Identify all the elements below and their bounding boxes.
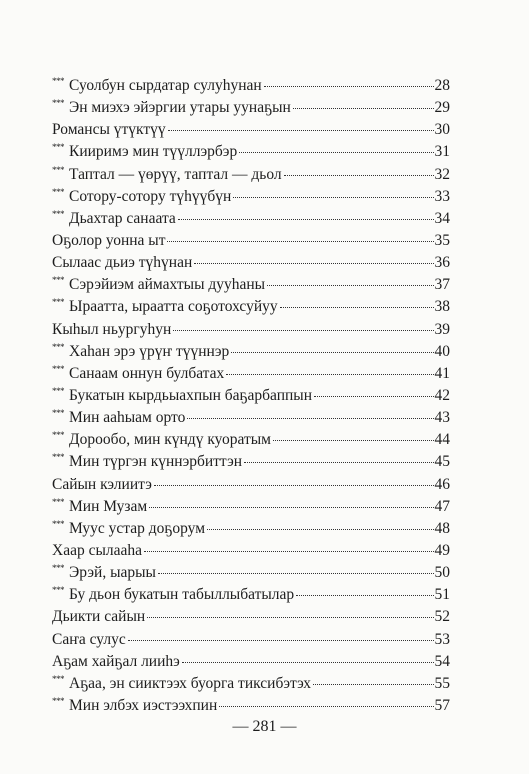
table-of-contents — [52, 75, 450, 717]
dot-leader — [219, 706, 433, 707]
dot-leader — [149, 507, 433, 508]
toc-entry-page: 53 — [434, 630, 450, 648]
toc-entry — [52, 385, 450, 407]
toc-entry-title — [52, 385, 312, 408]
toc-entry — [52, 296, 450, 318]
toc-entry-text: Дьикти сайын — [52, 608, 146, 626]
toc-entry-text: Аҕам хайҕал лииһэ — [52, 652, 180, 670]
dot-leader — [233, 197, 433, 198]
toc-entry-marker: *** — [52, 208, 64, 219]
toc-entry-text: Дьахтар санаата — [69, 209, 176, 227]
toc-entry-text: Сайын кэлиитэ — [52, 475, 152, 493]
toc-entry — [52, 75, 450, 97]
toc-entry — [52, 186, 450, 208]
toc-entry-text: Санаам оннун булбатах — [69, 364, 225, 382]
toc-entry-marker: *** — [52, 142, 64, 153]
dot-leader — [194, 263, 433, 264]
toc-entry-text: Сэрэйиэм аймахтыы дууһаны — [69, 276, 266, 294]
toc-entry-title — [52, 97, 291, 120]
toc-entry-title — [52, 186, 231, 209]
toc-entry-title — [52, 451, 242, 474]
dot-leader — [244, 462, 433, 463]
dot-leader — [147, 617, 433, 618]
toc-entry — [52, 540, 450, 562]
toc-entry — [52, 319, 450, 341]
toc-entry-text: Ыраатта, ыраатта соҕотохсуйуу — [69, 298, 278, 316]
toc-entry-page: 37 — [434, 276, 450, 294]
toc-entry-title — [52, 208, 176, 231]
toc-entry-text: Оҕолор уонна ыт — [52, 231, 166, 249]
toc-entry-marker: *** — [52, 385, 64, 396]
toc-entry-page: 33 — [434, 187, 450, 205]
toc-entry-title — [52, 75, 262, 98]
toc-entry-text: Мин Музам — [69, 497, 148, 515]
toc-entry — [52, 496, 450, 518]
dot-leader — [207, 529, 433, 530]
toc-entry-title — [52, 141, 237, 164]
toc-entry-title — [52, 584, 294, 607]
toc-entry-page: 39 — [434, 320, 450, 338]
toc-entry-title — [52, 496, 147, 519]
dot-leader — [182, 662, 434, 663]
toc-entry — [52, 141, 450, 163]
toc-entry-title — [52, 363, 224, 386]
toc-entry-text: Романсы үтүктүү — [52, 121, 166, 139]
toc-entry-text: Суолбун сырдатар сулуһунан — [69, 77, 262, 94]
toc-entry — [52, 673, 450, 695]
toc-entry-marker: *** — [52, 98, 64, 109]
toc-entry — [52, 651, 450, 673]
toc-entry-text: Аҕаа, эн сииктээх буорга тиксибэтэх — [69, 674, 311, 692]
toc-entry-marker: *** — [52, 76, 64, 86]
toc-entry-marker: *** — [52, 408, 64, 419]
toc-entry — [52, 429, 450, 451]
toc-entry-page: 50 — [434, 564, 450, 582]
toc-entry-title — [52, 518, 205, 541]
toc-entry-page: 38 — [434, 298, 450, 316]
dot-leader — [273, 440, 434, 441]
toc-entry-page: 49 — [434, 541, 450, 559]
toc-entry — [52, 341, 450, 363]
toc-entry-marker: *** — [52, 518, 64, 529]
dot-leader — [284, 175, 434, 176]
toc-entry-page: 36 — [434, 254, 450, 272]
toc-entry-text: Муус устар доҕорум — [69, 519, 206, 537]
toc-entry-title — [52, 695, 217, 718]
toc-entry-text: Сотору-сотору түһүүбүн — [69, 187, 232, 205]
toc-entry-text: Таптал — үөрүү, таптал — дьол — [69, 165, 282, 183]
dot-leader — [313, 684, 434, 685]
toc-entry — [52, 119, 450, 141]
toc-entry-page: 28 — [434, 77, 450, 94]
toc-entry-text: Саҥа сулус — [52, 630, 126, 648]
toc-entry-page: 43 — [434, 409, 450, 427]
toc-entry — [52, 518, 450, 540]
toc-entry-title — [52, 474, 152, 496]
dot-leader — [226, 374, 433, 375]
dot-leader — [167, 241, 433, 242]
toc-entry-marker: *** — [52, 341, 64, 352]
toc-entry-text: Хаһан эрэ үрүҥ түүннэр — [69, 342, 230, 360]
dot-leader — [314, 396, 433, 397]
toc-entry-page: 31 — [434, 143, 450, 161]
toc-entry-text: Букатын кырдьыахпын баҕарбаппын — [69, 386, 313, 404]
toc-entry-text: Хаар сылааһа — [52, 541, 142, 559]
toc-entry-title — [52, 407, 185, 430]
toc-entry-marker: *** — [52, 496, 64, 507]
toc-entry-marker: *** — [52, 275, 64, 286]
dot-leader — [267, 285, 433, 286]
toc-entry-marker: *** — [52, 186, 64, 197]
toc-entry — [52, 252, 450, 274]
toc-entry — [52, 606, 450, 628]
dot-leader — [293, 108, 434, 109]
toc-entry-marker: *** — [52, 164, 64, 175]
toc-entry-title — [52, 274, 265, 297]
toc-entry-marker: *** — [52, 452, 64, 463]
toc-entry-title — [52, 252, 192, 274]
toc-entry-page: 34 — [434, 209, 450, 227]
toc-entry-text: Дорообо, мин күндү куоратым — [69, 431, 271, 449]
toc-entry — [52, 97, 450, 119]
toc-entry-page: 40 — [434, 342, 450, 360]
toc-entry-text: Мин ааһыам орто — [69, 409, 186, 427]
toc-entry — [52, 562, 450, 584]
toc-entry-marker: *** — [52, 695, 64, 706]
dot-leader — [231, 352, 433, 353]
toc-entry-page: 54 — [434, 652, 450, 670]
toc-entry — [52, 584, 450, 606]
toc-entry-text: Кииримэ мин түүллэрбэр — [69, 143, 238, 161]
dot-leader — [154, 485, 434, 486]
page-number: — 281 — — [232, 718, 297, 735]
toc-entry — [52, 164, 450, 186]
dot-leader — [264, 86, 434, 87]
dot-leader — [168, 130, 434, 131]
toc-entry-page: 42 — [434, 386, 450, 404]
toc-entry-page: 30 — [434, 121, 450, 139]
dot-leader — [239, 152, 433, 153]
toc-entry — [52, 407, 450, 429]
toc-entry — [52, 474, 450, 496]
dot-leader — [173, 330, 433, 331]
toc-entry-text: Кыһыл ньургуһун — [52, 320, 172, 338]
toc-entry — [52, 695, 450, 717]
toc-entry-marker: *** — [52, 673, 64, 684]
dot-leader — [280, 307, 434, 308]
toc-entry — [52, 208, 450, 230]
toc-entry-title — [52, 540, 142, 562]
dot-leader — [296, 595, 433, 596]
toc-entry-marker: *** — [52, 430, 64, 441]
toc-entry — [52, 274, 450, 296]
toc-entry-page: 55 — [434, 674, 450, 692]
dot-leader — [144, 551, 434, 552]
toc-entry-title — [52, 319, 171, 341]
toc-entry-page: 47 — [434, 497, 450, 515]
toc-entry-text: Эрэй, ыарыы — [69, 564, 156, 582]
toc-entry-title — [52, 230, 165, 252]
toc-entry-title — [52, 429, 271, 452]
toc-entry-page: 44 — [434, 431, 450, 449]
toc-entry — [52, 451, 450, 473]
toc-entry-text: Мин түргэн күннэрбиттэн — [69, 453, 243, 471]
toc-entry-text: Мин элбэх иэстээхпин — [69, 696, 218, 714]
toc-entry-title — [52, 341, 229, 364]
toc-entry-page: 51 — [434, 586, 450, 604]
toc-entry-title — [52, 119, 166, 141]
dot-leader — [187, 418, 433, 419]
toc-entry-page: 29 — [434, 99, 450, 117]
toc-entry-page: 48 — [434, 519, 450, 537]
toc-entry-title — [52, 562, 156, 585]
toc-entry-page: 45 — [434, 453, 450, 471]
toc-entry-page: 35 — [434, 231, 450, 249]
toc-entry-marker: *** — [52, 363, 64, 374]
toc-entry-page: 46 — [434, 475, 450, 493]
toc-entry-text: Сылаас дьиэ түһүнан — [52, 254, 193, 272]
toc-entry-title — [52, 164, 282, 187]
toc-entry-marker: *** — [52, 297, 64, 308]
toc-entry-page: 41 — [434, 364, 450, 382]
toc-entry — [52, 629, 450, 651]
toc-entry-text: Бу дьон букатын табыллыбатылар — [69, 586, 295, 604]
toc-entry-title — [52, 673, 311, 696]
dot-leader — [178, 219, 434, 220]
dot-leader — [158, 573, 434, 574]
toc-entry-title — [52, 651, 180, 673]
dot-leader — [128, 640, 434, 641]
toc-entry-marker: *** — [52, 585, 64, 596]
toc-entry-title — [52, 606, 145, 628]
toc-entry — [52, 230, 450, 252]
toc-entry — [52, 363, 450, 385]
toc-entry-marker: *** — [52, 563, 64, 574]
toc-entry-page: 32 — [434, 165, 450, 183]
toc-entry-title — [52, 629, 126, 651]
toc-entry-title — [52, 296, 278, 319]
toc-entry-page: 57 — [434, 696, 450, 714]
toc-entry-page: 52 — [434, 608, 450, 626]
toc-entry-text: Эн миэхэ эйэргии утары уунаҕын — [69, 99, 291, 117]
